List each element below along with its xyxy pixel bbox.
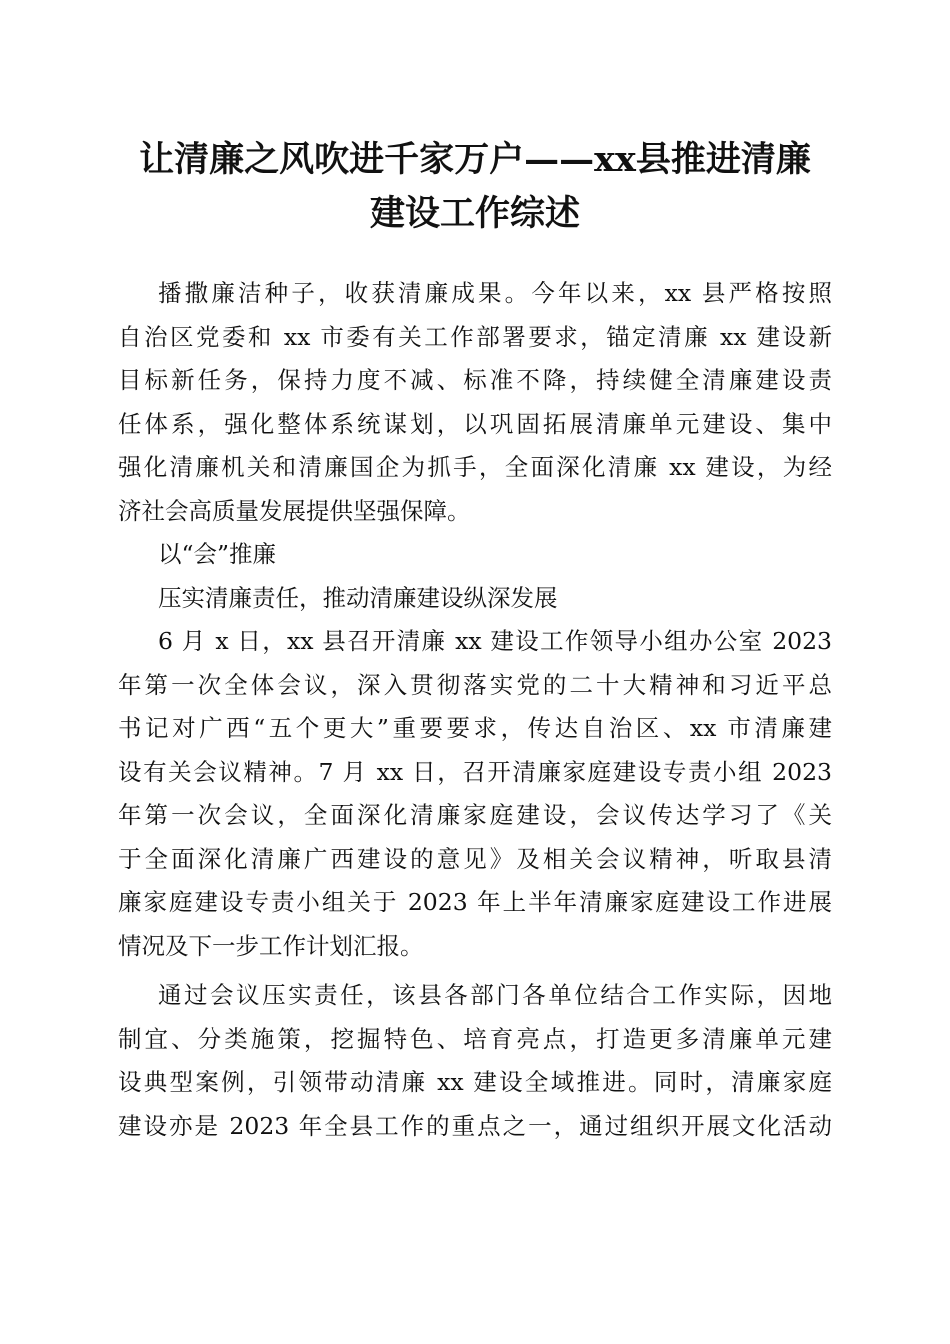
text-line: 于全面深化清廉广西建设的意见》及相关会议精神，听取县清: [118, 844, 832, 873]
text-line: 6 月 x 日，xx 县召开清廉 xx 建设工作领导小组办公室 2023: [158, 627, 832, 655]
section-heading: [118, 533, 832, 577]
text-line: 强化清廉机关和清廉国企为抓手，全面深化清廉 xx 建设，为经: [118, 453, 832, 481]
text-line: 制宜、分类施策，挖掘特色、培育亮点，打造更多清廉单元建: [118, 1024, 832, 1053]
text-line: 济社会高质量发展提供坚强保障。: [118, 496, 471, 525]
text-line: 通过会议压实责任，该县各部门各单位结合工作实际，因地: [158, 981, 832, 1009]
text-line: 压实清廉责任，推动清廉建设纵深发展: [158, 583, 558, 612]
title-line-1: 让清廉之风吹进千家万户——xx县推进清廉: [139, 139, 811, 180]
text-line: 年第一次全体会议，深入贯彻落实党的二十大精神和习近平总: [118, 670, 832, 699]
document-body: [118, 272, 832, 1148]
text-line: 书记对广西“五个更大”重要要求，传达自治区、xx 市清廉建: [118, 714, 832, 742]
document-title: [118, 133, 832, 241]
section-subheading: [118, 577, 832, 621]
text-line: 设有关会议精神。7 月 xx 日，召开清廉家庭建设专责小组 2023: [118, 757, 832, 786]
paragraph-responsibility: [118, 974, 832, 1148]
text-line: 建设亦是 2023 年全县工作的重点之一，通过组织开展文化活动: [118, 1111, 832, 1140]
paragraph-intro: [118, 272, 832, 533]
text-line: 自治区党委和 xx 市委有关工作部署要求，锚定清廉 xx 建设新: [118, 322, 832, 351]
paragraph-meetings: [118, 620, 832, 968]
text-line: 目标新任务，保持力度不减、标准不降，持续健全清廉建设责: [118, 366, 832, 394]
text-line: 以“会”推廉: [158, 540, 277, 568]
text-line: 任体系，强化整体系统谋划，以巩固拓展清廉单元建设、集中: [118, 409, 832, 438]
text-line: 情况及下一步工作计划汇报。: [118, 931, 424, 960]
text-line: 播撒廉洁种子，收获清廉成果。今年以来，xx 县严格按照: [158, 279, 832, 307]
text-line: 年第一次会议，全面深化清廉家庭建设，会议传达学习了《关: [118, 801, 832, 829]
text-line: 设典型案例，引领带动清廉 xx 建设全域推进。同时，清廉家庭: [118, 1068, 832, 1096]
title-line-2: 建设工作综述: [369, 193, 580, 234]
text-line: 廉家庭建设专责小组关于 2023 年上半年清廉家庭建设工作进展: [118, 888, 832, 916]
